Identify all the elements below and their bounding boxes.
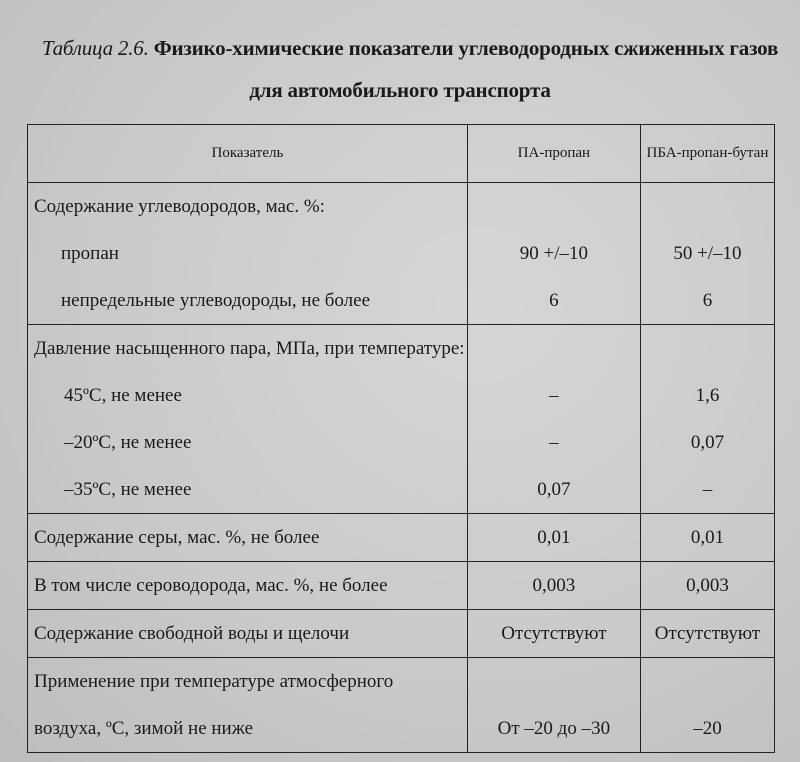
table-header-row	[28, 125, 775, 183]
row-label: Давление насыщенного пара, МПа, при температуре:	[28, 325, 468, 373]
table-row	[28, 230, 775, 277]
row-value-pba: 1,6	[640, 372, 774, 419]
table-row	[28, 466, 775, 514]
table-row	[28, 183, 775, 231]
table-title-line2: для автомобильного транспорта	[249, 78, 551, 102]
table-caption	[10, 36, 800, 61]
row-value-pa: 0,003	[467, 562, 640, 610]
row-label: –20ºС, не менее	[64, 431, 192, 453]
row-value-pa: 0,01	[467, 514, 640, 562]
row-value-pa: –	[467, 419, 640, 466]
table-title-line1: Физико-химические показатели углеводородных сжиженных газов	[153, 36, 779, 60]
table-row	[28, 658, 775, 706]
table-row	[28, 419, 775, 466]
row-label: В том числе сероводорода, мас. %, не более	[28, 562, 468, 610]
row-value-pba: 0,01	[640, 514, 774, 562]
row-value-pa: Отсутствуют	[467, 610, 640, 658]
row-value-pa	[467, 325, 640, 373]
table-row	[28, 610, 775, 658]
row-label: Содержание серы, мас. %, не более	[28, 514, 468, 562]
table-row	[28, 372, 775, 419]
row-label: пропан	[61, 242, 119, 264]
table-row	[28, 705, 775, 753]
row-value-pba: –20	[640, 705, 774, 753]
row-value-pa	[467, 658, 640, 706]
row-value-pba: 0,07	[640, 419, 774, 466]
row-value-pba	[640, 325, 774, 373]
table-row	[28, 562, 775, 610]
row-value-pa: 6	[467, 277, 640, 325]
row-value-pba	[640, 183, 774, 231]
row-value-pa: –	[467, 372, 640, 419]
header-pa-propane: ПА-пропан	[467, 125, 640, 183]
row-value-pa: От –20 до –30	[467, 705, 640, 753]
row-value-pba	[640, 658, 774, 706]
table-number: Таблица 2.6.	[41, 36, 149, 60]
row-label: воздуха, ºС, зимой не ниже	[34, 717, 254, 739]
row-value-pa: 0,07	[467, 466, 640, 514]
row-label: Содержание свободной воды и щелочи	[28, 610, 468, 658]
row-label: 45ºС, не менее	[64, 384, 182, 406]
row-value-pba: 50 +/–10	[640, 230, 774, 277]
row-label: непредельные углеводороды, не более	[61, 289, 371, 311]
table-row	[28, 325, 775, 373]
row-value-pba: –	[640, 466, 774, 514]
row-value-pa: 90 +/–10	[467, 230, 640, 277]
header-indicator: Показатель	[28, 125, 468, 183]
row-label: Применение при температуре атмосферного	[28, 658, 468, 706]
row-value-pba: 0,003	[640, 562, 774, 610]
header-pba-propane-butane: ПБА-пропан-бутан	[640, 125, 774, 183]
row-value-pba: Отсутствуют	[640, 610, 774, 658]
row-value-pa	[467, 183, 640, 231]
properties-table	[27, 124, 775, 753]
row-label: –35ºС, не менее	[64, 478, 192, 500]
row-label: Содержание углеводородов, мас. %:	[34, 195, 325, 217]
table-row	[28, 277, 775, 325]
row-value-pba: 6	[640, 277, 774, 325]
table-row	[28, 514, 775, 562]
